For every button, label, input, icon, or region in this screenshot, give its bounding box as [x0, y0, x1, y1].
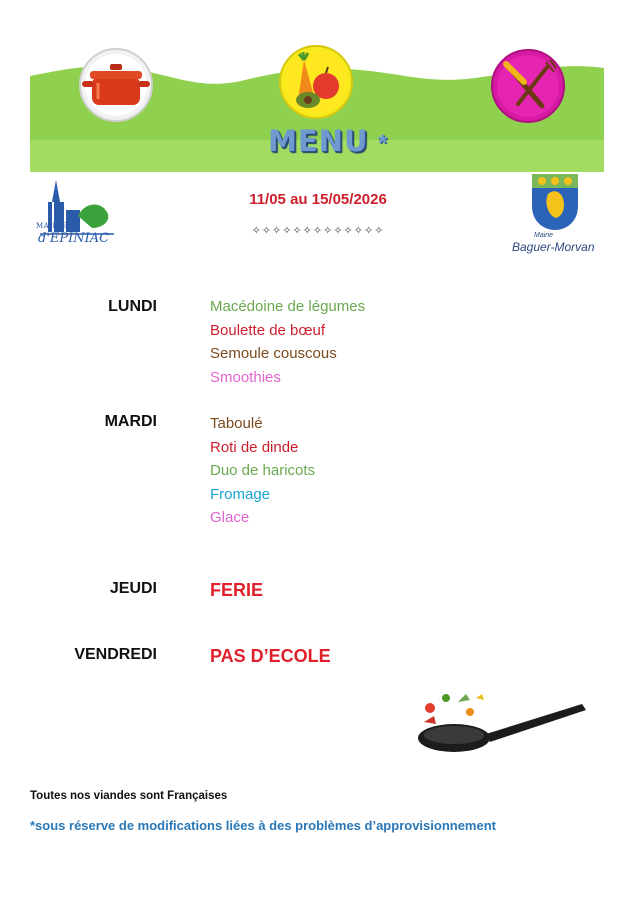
- dish-mardi-4: Fromage: [210, 485, 271, 503]
- epiniac-logo-line1: MAIRIE: [36, 222, 68, 230]
- dish-mardi-3: Duo de haricots: [210, 462, 316, 479]
- ornament-divider: ✧✧✧✧✧✧✧✧✧✧✧✧✧: [251, 225, 385, 237]
- cutlery-icon: [490, 48, 566, 124]
- menu-title-mark: *: [378, 130, 388, 157]
- jeudi-note: FERIE: [210, 580, 264, 600]
- dish-lundi-1: Macédoine de légumes: [210, 298, 366, 315]
- day-jeudi: JEUDI: [109, 580, 157, 597]
- baguer-morvan-crest: [530, 172, 580, 232]
- pot-icon: [78, 47, 154, 123]
- vendredi-note: PAS D’ECOLE: [210, 646, 331, 666]
- baguer-morvan-line2: Baguer-Morvan: [512, 240, 595, 254]
- baguer-morvan-line1: Mairie: [534, 232, 554, 239]
- fruits-icon: [278, 44, 354, 120]
- supply-disclaimer: *sous réserve de modifications liées à des problèmes d’approvisionnement: [30, 818, 496, 833]
- dish-lundi-2: Boulette de bœuf: [210, 321, 326, 339]
- dish-lundi-3: Semoule couscous: [210, 345, 337, 362]
- dish-lundi-4: Smoothies: [210, 368, 281, 386]
- meat-origin-note: Toutes nos viandes sont Françaises: [30, 790, 228, 802]
- dish-mardi-2: Roti de dinde: [210, 438, 299, 456]
- pan-icon: [410, 688, 590, 760]
- day-lundi: LUNDI: [108, 298, 157, 315]
- epiniac-logo-line2: d'EPINIAC: [38, 231, 110, 246]
- date-range: 11/05 au 15/05/2026: [249, 191, 387, 208]
- dish-mardi-1: Taboulé: [210, 415, 263, 432]
- day-mardi: MARDI: [104, 413, 157, 430]
- menu-title: MENU: [268, 124, 369, 158]
- day-vendredi: VENDREDI: [74, 646, 157, 663]
- dish-mardi-5: Glace: [210, 509, 250, 526]
